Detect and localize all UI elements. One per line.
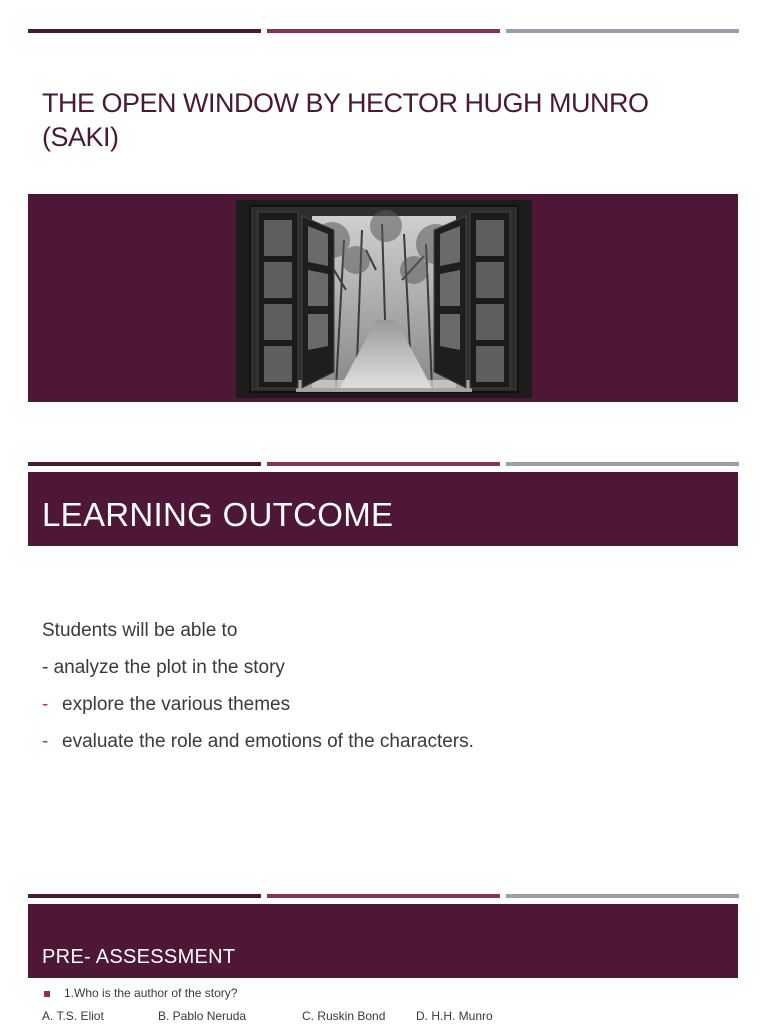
accent-stripe-grey (506, 29, 739, 33)
outcome-item (42, 694, 290, 716)
accent-stripe-magenta (267, 29, 500, 33)
outcome-intro: Students will be able to (42, 620, 238, 641)
section-heading: PRE- ASSESSMENT (42, 946, 236, 968)
answer-option: B. Pablo Neruda (158, 1009, 247, 1023)
question-line (44, 986, 237, 1000)
accent-stripe-magenta (267, 462, 500, 466)
answer-option: A. T.S. Eliot (42, 1009, 104, 1023)
section-heading: LEARNING OUTCOME (42, 496, 394, 533)
accent-stripe-magenta (267, 894, 500, 898)
outcome-item (42, 731, 474, 753)
accent-stripe-dark (28, 462, 261, 466)
accent-stripe-grey (506, 894, 739, 898)
outcome-item-text: evaluate the role and emotions of the characters. (62, 731, 474, 752)
dash-bullet: - (42, 731, 49, 752)
question-text: 1.Who is the author of the story? (64, 986, 238, 1000)
accent-stripe-dark (28, 29, 261, 33)
accent-stripe-grey (506, 462, 739, 466)
outcome-item-text: explore the various themes (62, 694, 291, 715)
outcome-item: - analyze the plot in the story (42, 657, 285, 678)
open-window-illustration (236, 200, 532, 398)
answer-option: C. Ruskin Bond (302, 1009, 386, 1023)
dash-bullet: - (42, 694, 49, 715)
answer-option: D. H.H. Munro (416, 1009, 493, 1023)
open-window-photo (236, 200, 532, 398)
slide-title: THE OPEN WINDOW BY HECTOR HUGH MUNRO (SAKI) (42, 88, 649, 152)
accent-stripe-dark (28, 894, 261, 898)
square-bullet-icon (44, 991, 50, 997)
